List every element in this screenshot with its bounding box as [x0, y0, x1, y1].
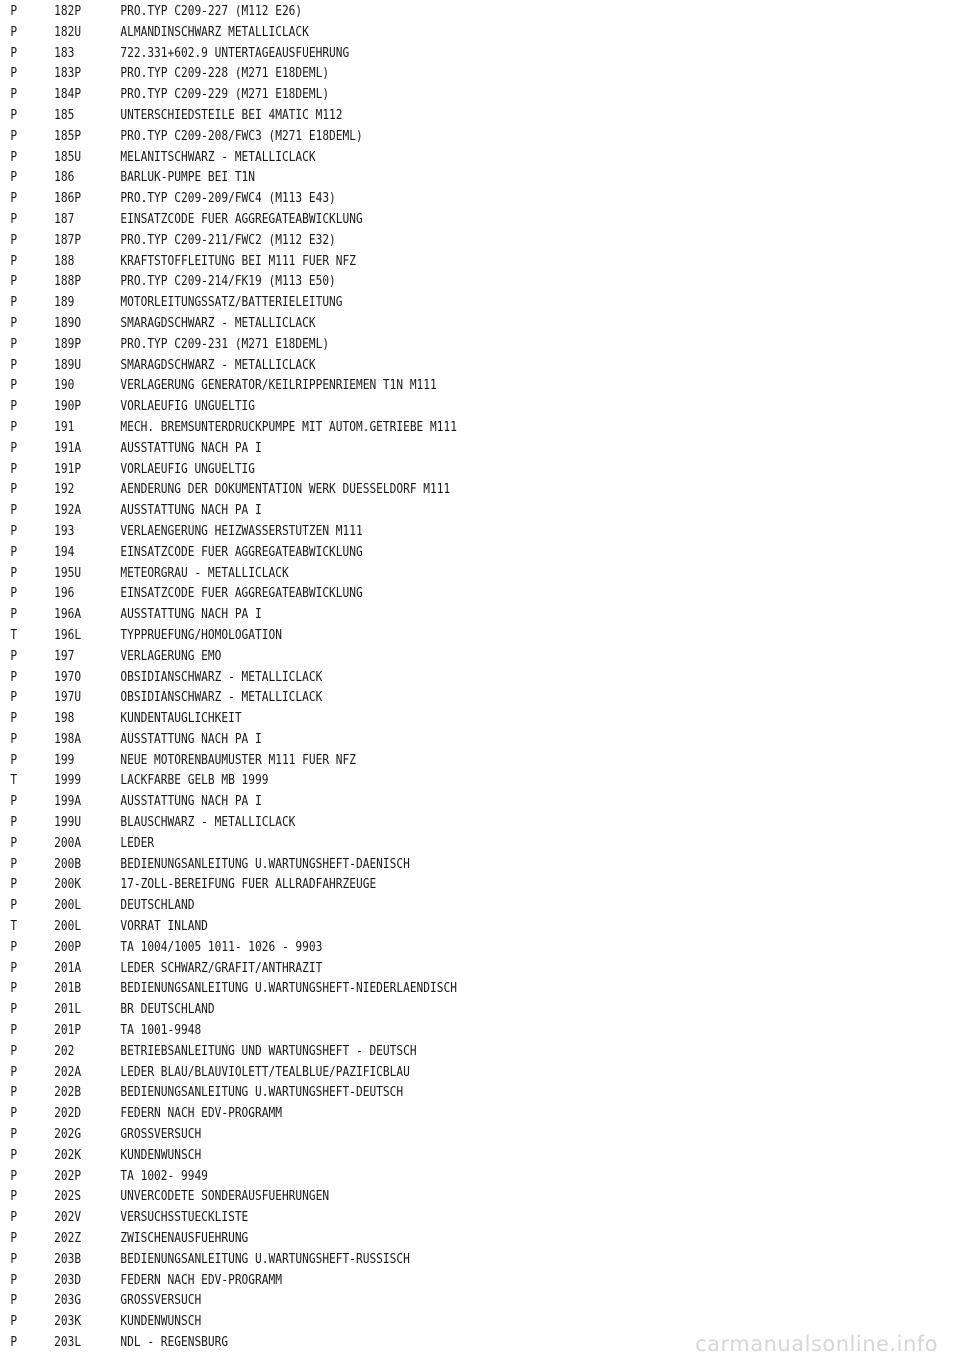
row-description: NDL - REGENSBURG: [120, 1335, 229, 1350]
row-type: P: [10, 565, 18, 581]
code-row: [0, 875, 826, 896]
row-description: LACKFARBE GELB MB 1999: [120, 773, 269, 789]
watermark: carmanualsonline.info: [695, 1332, 938, 1356]
row-description: UNVERCODETE SONDERAUSFUEHRUNGEN: [120, 1189, 330, 1205]
row-code: 185P: [54, 128, 82, 144]
code-row: [0, 272, 826, 293]
row-code: 186: [54, 170, 75, 186]
row-description: SMARAGDSCHWARZ - METALLICLACK: [120, 357, 316, 373]
row-type: P: [10, 523, 18, 539]
row-code: 183P: [54, 66, 82, 82]
row-code: 1999: [54, 773, 82, 789]
row-description: PRO.TYP C209-214/FK19 (M113 E50): [120, 274, 336, 290]
row-code: 202V: [54, 1210, 82, 1226]
row-description: BR DEUTSCHLAND: [120, 1002, 215, 1018]
row-description: VERLAGERUNG GENERATOR/KEILRIPPENRIEMEN T1N M111: [120, 378, 437, 394]
row-description: LEDER SCHWARZ/GRAFIT/ANTHRAZIT: [120, 960, 323, 976]
row-type: P: [10, 960, 18, 976]
row-type: P: [10, 877, 18, 893]
row-code: 202Z: [54, 1231, 82, 1247]
code-row: [0, 792, 826, 813]
row-code: 202G: [54, 1127, 82, 1143]
row-type: P: [10, 607, 18, 623]
row-code: 185: [54, 107, 75, 123]
row-type: P: [10, 1168, 18, 1184]
row-code: 198: [54, 711, 75, 727]
row-description: PRO.TYP C209-211/FWC2 (M112 E32): [120, 232, 336, 248]
row-code: 187: [54, 211, 75, 227]
row-code: 189P: [54, 336, 82, 352]
row-code: 197: [54, 648, 75, 664]
row-description: MECH. BREMSUNTERDRUCKPUMPE MIT AUTOM.GETRIEBE M111: [120, 419, 457, 435]
code-row: [0, 293, 826, 314]
code-row: [0, 543, 826, 564]
row-description: FEDERN NACH EDV-PROGRAMM: [120, 1106, 282, 1122]
row-code: 203B: [54, 1251, 82, 1267]
code-row: [0, 252, 826, 273]
row-description: EINSATZCODE FUER AGGREGATEABWICKLUNG: [120, 211, 363, 227]
row-type: P: [10, 211, 18, 227]
code-row: [0, 564, 826, 585]
code-row: [0, 605, 826, 626]
row-code: 191A: [54, 440, 82, 456]
row-description: AUSSTATTUNG NACH PA I: [120, 731, 262, 747]
row-code: 202K: [54, 1147, 82, 1163]
code-row: [0, 2, 826, 23]
row-type: P: [10, 253, 18, 269]
code-row: [0, 1208, 826, 1229]
row-description: LEDER: [120, 835, 155, 851]
code-row: [0, 210, 826, 231]
row-type: P: [10, 544, 18, 560]
row-type: P: [10, 669, 18, 685]
row-description: LEDER BLAU/BLAUVIOLETT/TEALBLUE/PAZIFICBLAU: [120, 1064, 410, 1080]
row-code: 199A: [54, 794, 82, 810]
row-code: 202D: [54, 1106, 82, 1122]
row-code: 193: [54, 523, 75, 539]
row-code: 189U: [54, 357, 82, 373]
row-type: T: [10, 919, 18, 935]
row-type: P: [10, 856, 18, 872]
row-description: NEUE MOTORENBAUMUSTER M111 FUER NFZ: [120, 752, 356, 768]
row-code: 202: [54, 1043, 75, 1059]
row-type: P: [10, 1064, 18, 1080]
row-code: 202S: [54, 1189, 82, 1205]
row-code: 196: [54, 586, 75, 602]
code-row: [0, 356, 826, 377]
row-type: P: [10, 1335, 18, 1350]
code-row: [0, 85, 826, 106]
row-type: P: [10, 399, 18, 415]
row-code: 201A: [54, 960, 82, 976]
code-row: [0, 335, 826, 356]
code-row: [0, 1312, 826, 1333]
row-type: P: [10, 315, 18, 331]
code-row: [0, 376, 826, 397]
row-type: P: [10, 336, 18, 352]
row-code: 194: [54, 544, 75, 560]
row-description: AUSSTATTUNG NACH PA I: [120, 440, 262, 456]
row-type: P: [10, 752, 18, 768]
row-type: P: [10, 482, 18, 498]
row-description: OBSIDIANSCHWARZ - METALLICLACK: [120, 690, 323, 706]
row-description: KUNDENTAUGLICHKEIT: [120, 711, 242, 727]
row-description: BETRIEBSANLEITUNG UND WARTUNGSHEFT - DEUTSCH: [120, 1043, 417, 1059]
row-type: P: [10, 461, 18, 477]
row-type: P: [10, 1210, 18, 1226]
row-description: PRO.TYP C209-229 (M271 E18DEML): [120, 87, 330, 103]
row-description: PRO.TYP C209-208/FWC3 (M271 E18DEML): [120, 128, 363, 144]
row-description: VORLAEUFIG UNGUELTIG: [120, 461, 256, 477]
row-type: P: [10, 1189, 18, 1205]
row-code: 191: [54, 419, 75, 435]
row-description: GROSSVERSUCH: [120, 1293, 202, 1309]
row-type: P: [10, 274, 18, 290]
row-description: 722.331+602.9 UNTERTAGEAUSFUEHRUNG: [120, 45, 350, 61]
code-row: [0, 189, 826, 210]
code-row: [0, 979, 826, 1000]
row-code: 192A: [54, 503, 82, 519]
row-description: KUNDENWUNSCH: [120, 1147, 202, 1163]
row-code: 196A: [54, 607, 82, 623]
row-description: PRO.TYP C209-231 (M271 E18DEML): [120, 336, 330, 352]
row-description: AUSSTATTUNG NACH PA I: [120, 794, 262, 810]
row-code: 186P: [54, 191, 82, 207]
code-row: [0, 460, 826, 481]
row-code: 200B: [54, 856, 82, 872]
row-code: 203L: [54, 1335, 82, 1350]
row-code: 200A: [54, 835, 82, 851]
code-row: [0, 647, 826, 668]
row-type: P: [10, 648, 18, 664]
code-row: [0, 730, 826, 751]
row-type: P: [10, 419, 18, 435]
row-description: EINSATZCODE FUER AGGREGATEABWICKLUNG: [120, 586, 363, 602]
code-row: [0, 44, 826, 65]
row-type: P: [10, 128, 18, 144]
row-description: FEDERN NACH EDV-PROGRAMM: [120, 1272, 282, 1288]
row-type: P: [10, 1272, 18, 1288]
row-type: P: [10, 1293, 18, 1309]
row-code: 191P: [54, 461, 82, 477]
code-row: [0, 1291, 826, 1312]
row-code: 203G: [54, 1293, 82, 1309]
row-description: TA 1004/1005 1011- 1026 - 9903: [120, 939, 323, 955]
row-description: 17-ZOLL-BEREIFUNG FUER ALLRADFAHRZEUGE: [120, 877, 377, 893]
row-type: P: [10, 898, 18, 914]
code-row: [0, 106, 826, 127]
row-description: BEDIENUNGSANLEITUNG U.WARTUNGSHEFT-DAENISCH: [120, 856, 410, 872]
row-description: BARLUK-PUMPE BEI T1N: [120, 170, 256, 186]
row-type: P: [10, 815, 18, 831]
row-code: 195U: [54, 565, 82, 581]
row-code: 196L: [54, 627, 82, 643]
code-row: [0, 938, 826, 959]
row-code: 185U: [54, 149, 82, 165]
code-row: [0, 1187, 826, 1208]
row-code: 182P: [54, 4, 82, 19]
code-row: [0, 418, 826, 439]
row-description: METEORGRAU - METALLICLACK: [120, 565, 289, 581]
row-type: P: [10, 440, 18, 456]
row-type: P: [10, 939, 18, 955]
code-row: [0, 584, 826, 605]
row-type: T: [10, 627, 18, 643]
code-row: [0, 1250, 826, 1271]
row-type: P: [10, 1085, 18, 1101]
row-type: P: [10, 1023, 18, 1039]
row-description: BEDIENUNGSANLEITUNG U.WARTUNGSHEFT-NIEDERLAENDISCH: [120, 981, 457, 997]
code-row: [0, 148, 826, 169]
row-description: OBSIDIANSCHWARZ - METALLICLACK: [120, 669, 323, 685]
code-row: [0, 855, 826, 876]
row-code: 202A: [54, 1064, 82, 1080]
row-code: 197O: [54, 669, 82, 685]
code-row: [0, 1042, 826, 1063]
row-description: EINSATZCODE FUER AGGREGATEABWICKLUNG: [120, 544, 363, 560]
code-row: [0, 1271, 826, 1292]
row-code: 189: [54, 295, 75, 311]
row-description: VORLAEUFIG UNGUELTIG: [120, 399, 256, 415]
code-row: [0, 813, 826, 834]
code-row: [0, 834, 826, 855]
row-description: BLAUSCHWARZ - METALLICLACK: [120, 815, 296, 831]
row-code: 188: [54, 253, 75, 269]
code-row: [0, 896, 826, 917]
code-row: [0, 1146, 826, 1167]
code-row: [0, 127, 826, 148]
row-type: P: [10, 191, 18, 207]
code-row: [0, 314, 826, 335]
row-type: P: [10, 170, 18, 186]
code-row: [0, 709, 826, 730]
row-type: P: [10, 45, 18, 61]
row-code: 199U: [54, 815, 82, 831]
row-type: P: [10, 981, 18, 997]
row-description: SMARAGDSCHWARZ - METALLICLACK: [120, 315, 316, 331]
row-type: P: [10, 1127, 18, 1143]
row-description: ALMANDINSCHWARZ METALLICLACK: [120, 24, 309, 40]
row-code: 198A: [54, 731, 82, 747]
row-type: P: [10, 1106, 18, 1122]
row-code: 203K: [54, 1314, 82, 1330]
row-type: P: [10, 66, 18, 82]
row-code: 192: [54, 482, 75, 498]
row-code: 202P: [54, 1168, 82, 1184]
code-row: [0, 231, 826, 252]
row-description: PRO.TYP C209-227 (M112 E26): [120, 4, 303, 19]
code-row: [0, 1000, 826, 1021]
code-row: [0, 668, 826, 689]
row-type: P: [10, 107, 18, 123]
row-type: P: [10, 835, 18, 851]
row-code: 199: [54, 752, 75, 768]
row-code: 190P: [54, 399, 82, 415]
code-row: [0, 439, 826, 460]
row-description: TYPPRUEFUNG/HOMOLOGATION: [120, 627, 282, 643]
code-row: [0, 626, 826, 647]
row-type: P: [10, 503, 18, 519]
row-type: P: [10, 1043, 18, 1059]
row-description: KUNDENWUNSCH: [120, 1314, 202, 1330]
row-description: BEDIENUNGSANLEITUNG U.WARTUNGSHEFT-RUSSISCH: [120, 1251, 410, 1267]
row-description: BEDIENUNGSANLEITUNG U.WARTUNGSHEFT-DEUTSCH: [120, 1085, 404, 1101]
row-code: 202B: [54, 1085, 82, 1101]
code-row: [0, 397, 826, 418]
row-description: AUSSTATTUNG NACH PA I: [120, 503, 262, 519]
row-type: P: [10, 295, 18, 311]
code-row: [0, 959, 826, 980]
code-row: [0, 522, 826, 543]
row-description: MOTORLEITUNGSSATZ/BATTERIELEITUNG: [120, 295, 343, 311]
row-type: P: [10, 690, 18, 706]
row-description: MELANITSCHWARZ - METALLICLACK: [120, 149, 316, 165]
row-type: P: [10, 378, 18, 394]
row-type: T: [10, 773, 18, 789]
row-code: 197U: [54, 690, 82, 706]
row-description: TA 1001-9948: [120, 1023, 202, 1039]
row-description: PRO.TYP C209-228 (M271 E18DEML): [120, 66, 330, 82]
row-type: P: [10, 1251, 18, 1267]
code-row: [0, 480, 826, 501]
row-code: 184P: [54, 87, 82, 103]
code-row: [0, 1021, 826, 1042]
row-code: 200L: [54, 919, 82, 935]
code-row: [0, 168, 826, 189]
row-type: P: [10, 1002, 18, 1018]
row-code: 189O: [54, 315, 82, 331]
row-description: VORRAT INLAND: [120, 919, 208, 935]
row-type: P: [10, 1231, 18, 1247]
code-row: [0, 917, 826, 938]
row-code: 183: [54, 45, 75, 61]
row-type: P: [10, 357, 18, 373]
row-code: 201L: [54, 1002, 82, 1018]
code-row: [0, 1104, 826, 1125]
code-row: [0, 1167, 826, 1188]
row-type: P: [10, 794, 18, 810]
row-type: P: [10, 4, 18, 19]
code-row: [0, 501, 826, 522]
row-description: AENDERUNG DER DOKUMENTATION WERK DUESSELDORF M111: [120, 482, 451, 498]
code-row: [0, 688, 826, 709]
row-code: 200P: [54, 939, 82, 955]
code-row: [0, 1125, 826, 1146]
row-code: 201P: [54, 1023, 82, 1039]
code-row: [0, 64, 826, 85]
row-description: TA 1002- 9949: [120, 1168, 208, 1184]
row-description: AUSSTATTUNG NACH PA I: [120, 607, 262, 623]
row-description: ZWISCHENAUSFUEHRUNG: [120, 1231, 249, 1247]
row-description: UNTERSCHIEDSTEILE BEI 4MATIC M112: [120, 107, 343, 123]
row-code: 203D: [54, 1272, 82, 1288]
code-row: [0, 771, 826, 792]
row-type: P: [10, 149, 18, 165]
row-code: 190: [54, 378, 75, 394]
row-type: P: [10, 586, 18, 602]
row-type: P: [10, 24, 18, 40]
row-type: P: [10, 87, 18, 103]
row-code: 200K: [54, 877, 82, 893]
code-row: [0, 751, 826, 772]
row-code: 182U: [54, 24, 82, 40]
code-row: [0, 1229, 826, 1250]
row-description: DEUTSCHLAND: [120, 898, 195, 914]
row-type: P: [10, 232, 18, 248]
row-description: PRO.TYP C209-209/FWC4 (M113 E43): [120, 191, 336, 207]
code-row: [0, 23, 826, 44]
row-description: VERLAGERUNG EMO: [120, 648, 222, 664]
row-description: VERSUCHSSTUECKLISTE: [120, 1210, 249, 1226]
row-code: 188P: [54, 274, 82, 290]
row-code: 201B: [54, 981, 82, 997]
row-type: P: [10, 1147, 18, 1163]
code-row: [0, 1083, 826, 1104]
row-type: P: [10, 711, 18, 727]
row-description: KRAFTSTOFFLEITUNG BEI M111 FUER NFZ: [120, 253, 356, 269]
row-code: 200L: [54, 898, 82, 914]
row-description: GROSSVERSUCH: [120, 1127, 202, 1143]
row-description: VERLAENGERUNG HEIZWASSERSTUTZEN M111: [120, 523, 363, 539]
code-row: [0, 1063, 826, 1084]
row-type: P: [10, 731, 18, 747]
row-type: P: [10, 1314, 18, 1330]
row-code: 187P: [54, 232, 82, 248]
